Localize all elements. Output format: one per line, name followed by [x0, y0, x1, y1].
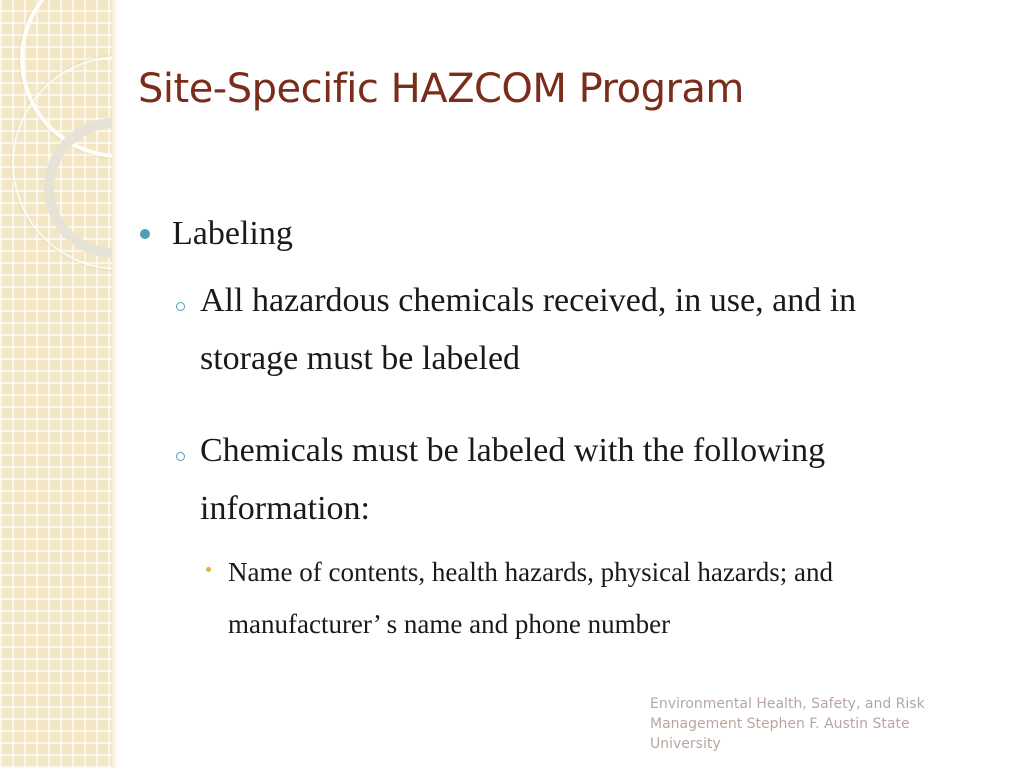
bullet-ring-icon — [176, 452, 185, 461]
bullet-level3 — [206, 556, 938, 650]
bullet-dot-icon — [140, 229, 150, 239]
bullet-text: Chemicals must be labeled with the following information: — [200, 432, 826, 527]
bullet-level1 — [140, 214, 293, 254]
slide-title: Site-Specific HAZCOM Program — [138, 66, 744, 112]
bullet-level2 — [176, 432, 930, 538]
sidebar-edge — [112, 0, 118, 768]
bullet-small-dot-icon — [206, 567, 211, 572]
slide-footer: Environmental Health, Safety, and Risk Management Stephen F. Austin State University — [650, 696, 925, 752]
bullet-text: Name of contents, health hazards, physical hazards; and manufacturer’ s name and phone number — [228, 557, 834, 639]
decorative-sidebar — [0, 0, 114, 768]
bullet-text: All hazardous chemicals received, in use, and in storage must be labeled — [200, 282, 857, 377]
bullet-text: Labeling — [172, 215, 293, 252]
bullet-level2 — [176, 282, 930, 388]
bullet-ring-icon — [176, 302, 185, 311]
